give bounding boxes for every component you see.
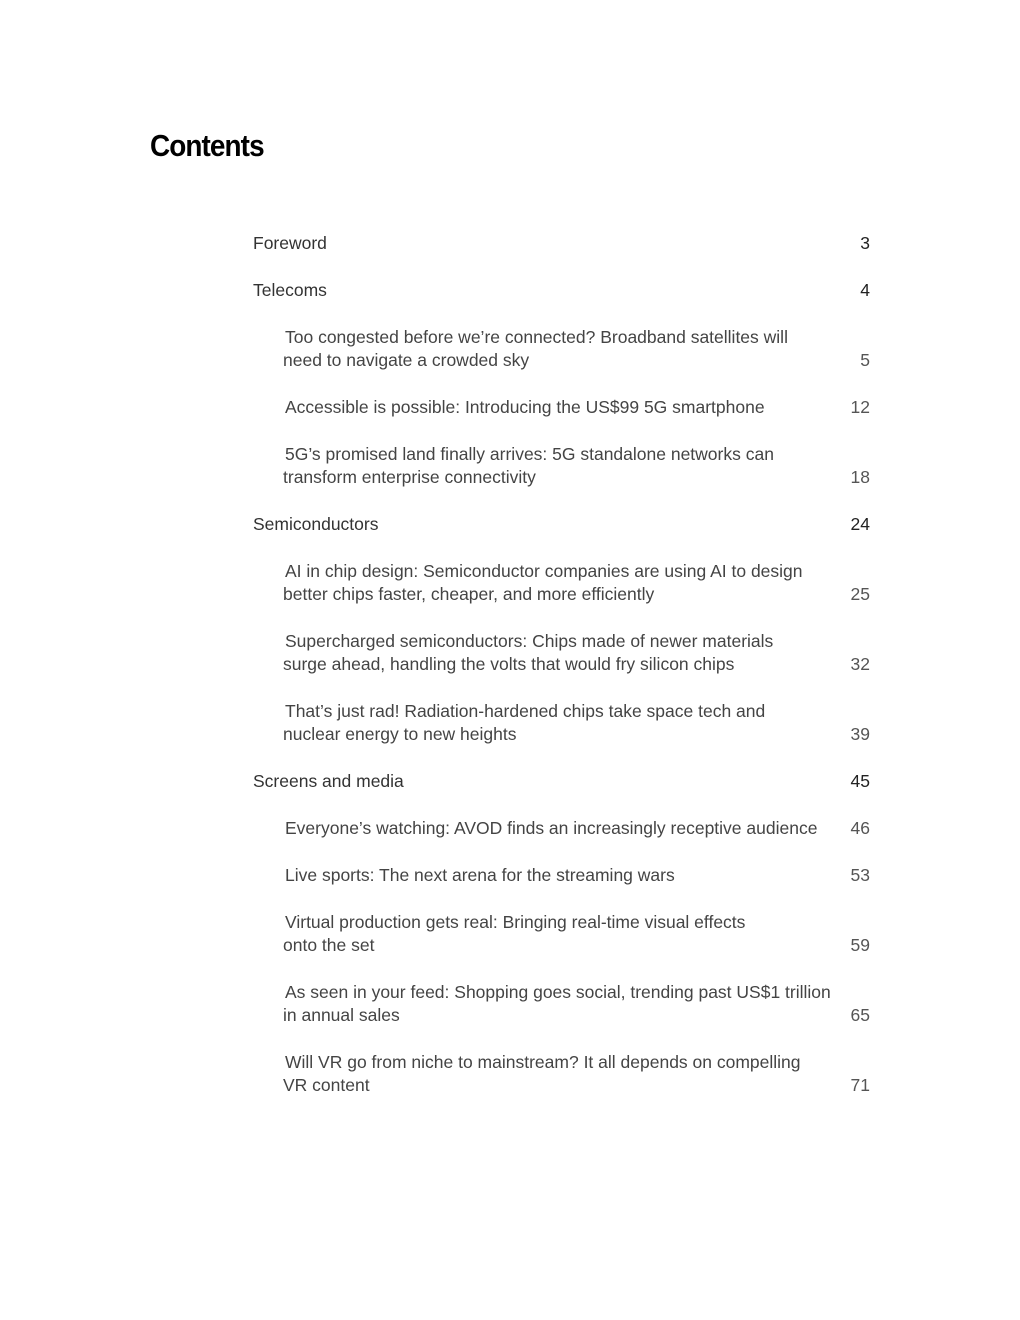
toc-entry-page-number: 3 [860, 233, 870, 253]
toc-entry-label: Too congested before we’re connected? Broadband satellites will need to navigate a crowded sky [283, 327, 788, 370]
toc-entry-label: As seen in your feed: Shopping goes social, trending past US$1 trillion in annual sales [283, 982, 831, 1025]
toc-entry-virtual-production[interactable] [253, 911, 870, 957]
toc-entry-page-number: 12 [850, 397, 870, 417]
toc-entry-telecoms[interactable] [253, 279, 870, 302]
toc-entry-5g-standalone[interactable] [253, 443, 870, 489]
table-of-contents [253, 232, 870, 1121]
toc-entry-label: Semiconductors [253, 514, 379, 534]
toc-entry-page-number: 45 [850, 771, 870, 791]
toc-entry-label: Screens and media [253, 771, 404, 791]
toc-entry-label: Everyone’s watching: AVOD finds an increasingly receptive audience [285, 818, 818, 838]
toc-entry-page-number: 24 [850, 514, 870, 534]
toc-entry-page-number: 39 [850, 724, 870, 744]
toc-entry-label: That’s just rad! Radiation-hardened chips take space tech and nuclear energy to new heights [283, 701, 766, 744]
toc-entry-page-number: 71 [850, 1075, 870, 1095]
toc-entry-label: Accessible is possible: Introducing the US$99 5G smartphone [285, 397, 765, 417]
toc-entry-page-number: 59 [850, 935, 870, 955]
toc-entry-radiation-hardened-chips[interactable] [253, 700, 870, 746]
page-title: Contents [150, 128, 264, 163]
toc-entry-social-shopping[interactable] [253, 981, 870, 1027]
toc-entry-page-number: 32 [850, 654, 870, 674]
toc-entry-page-number: 53 [850, 865, 870, 885]
toc-entry-supercharged-semiconductors[interactable] [253, 630, 870, 676]
toc-entry-broadband-satellites[interactable] [253, 326, 870, 372]
toc-entry-label: Virtual production gets real: Bringing real-time visual effects onto the set [283, 912, 746, 955]
toc-entry-page-number: 46 [850, 818, 870, 838]
toc-entry-label: AI in chip design: Semiconductor companies are using AI to design better chips faster, cheaper, and more efficiently [283, 561, 803, 604]
toc-entry-foreword[interactable] [253, 232, 870, 255]
toc-entry-label: Foreword [253, 233, 327, 253]
toc-entry-page-number: 18 [850, 467, 870, 487]
toc-entry-page-number: 4 [860, 280, 870, 300]
toc-entry-label: 5G’s promised land finally arrives: 5G standalone networks can transform enterprise connectivity [283, 444, 774, 487]
toc-entry-label: Will VR go from niche to mainstream? It all depends on compelling VR content [283, 1052, 801, 1095]
toc-entry-ai-chip-design[interactable] [253, 560, 870, 606]
toc-entry-page-number: 65 [850, 1005, 870, 1025]
toc-entry-live-sports[interactable] [253, 864, 870, 887]
toc-entry-label: Supercharged semiconductors: Chips made of newer materials surge ahead, handling the volts that would fry silicon chips [283, 631, 774, 674]
toc-entry-avod[interactable] [253, 817, 870, 840]
toc-entry-screens-and-media[interactable] [253, 770, 870, 793]
toc-entry-5g-smartphone[interactable] [253, 396, 870, 419]
toc-entry-label: Live sports: The next arena for the streaming wars [285, 865, 675, 885]
toc-entry-label: Telecoms [253, 280, 327, 300]
toc-entry-page-number: 25 [850, 584, 870, 604]
toc-entry-semiconductors[interactable] [253, 513, 870, 536]
toc-entry-page-number: 5 [860, 350, 870, 370]
toc-entry-vr-content[interactable] [253, 1051, 870, 1097]
